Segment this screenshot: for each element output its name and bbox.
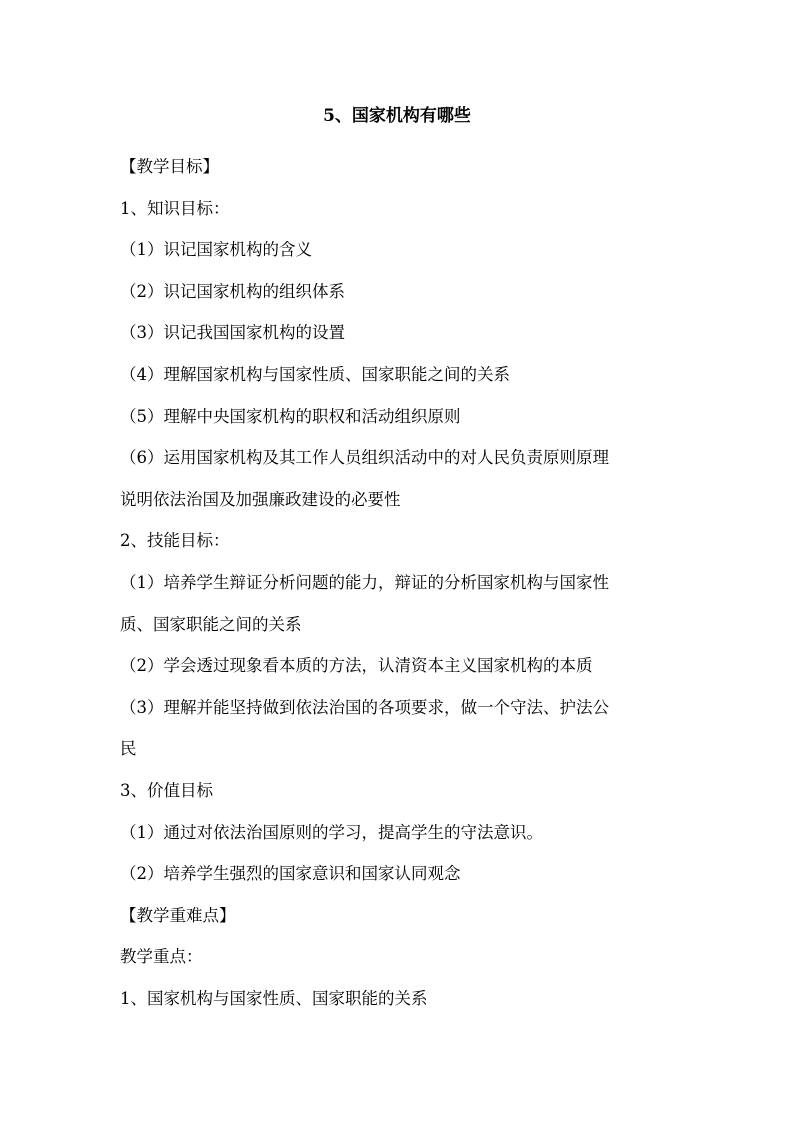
document-body [120,146,680,1019]
subsection-value-goals: 3、价值目标 [120,780,213,800]
list-item: （2）识记国家机构的组织体系 [120,281,345,301]
subsection-teaching-focus: 教学重点： [120,947,203,967]
list-item: （2）学会透过现象看本质的方法，认清资本主义国家机构的本质 [120,656,593,676]
section-heading-key-points: 【教学重难点】 [120,905,236,925]
list-item: （1）识记国家机构的含义 [120,240,312,260]
list-item: （3）识记我国国家机构的设置 [120,323,345,343]
list-item-continuation: 质、国家职能之间的关系 [120,614,302,634]
list-item: （1）培养学生辩证分析问题的能力，辩证的分析国家机构与国家性 [120,572,609,592]
list-item: （1）通过对依法治国原则的学习，提高学生的守法意识。 [120,822,543,842]
list-item: （2）培养学生强烈的国家意识和国家认同观念 [120,864,461,884]
subsection-knowledge-goals: 1、知识目标： [120,198,230,218]
section-heading-teaching-goals: 【教学目标】 [120,157,219,176]
list-item: 1、国家机构与国家性质、国家职能的关系 [120,988,428,1008]
list-item: （6）运用国家机构及其工作人员组织活动中的对人民负责原则原理 [120,448,609,468]
list-item: （3）理解并能坚持做到依法治国的各项要求，做一个守法、护法公 [120,697,609,717]
subsection-skill-goals: 2、技能目标： [120,531,230,551]
document-title: 5、国家机构有哪些 [323,106,471,126]
list-item: （5）理解中央国家机构的职权和活动组织原则 [120,406,461,426]
list-item-continuation: 说明依法治国及加强廉政建设的必要性 [120,489,401,509]
list-item-continuation: 民 [120,739,137,759]
list-item: （4）理解国家机构与国家性质、国家职能之间的关系 [120,364,510,384]
